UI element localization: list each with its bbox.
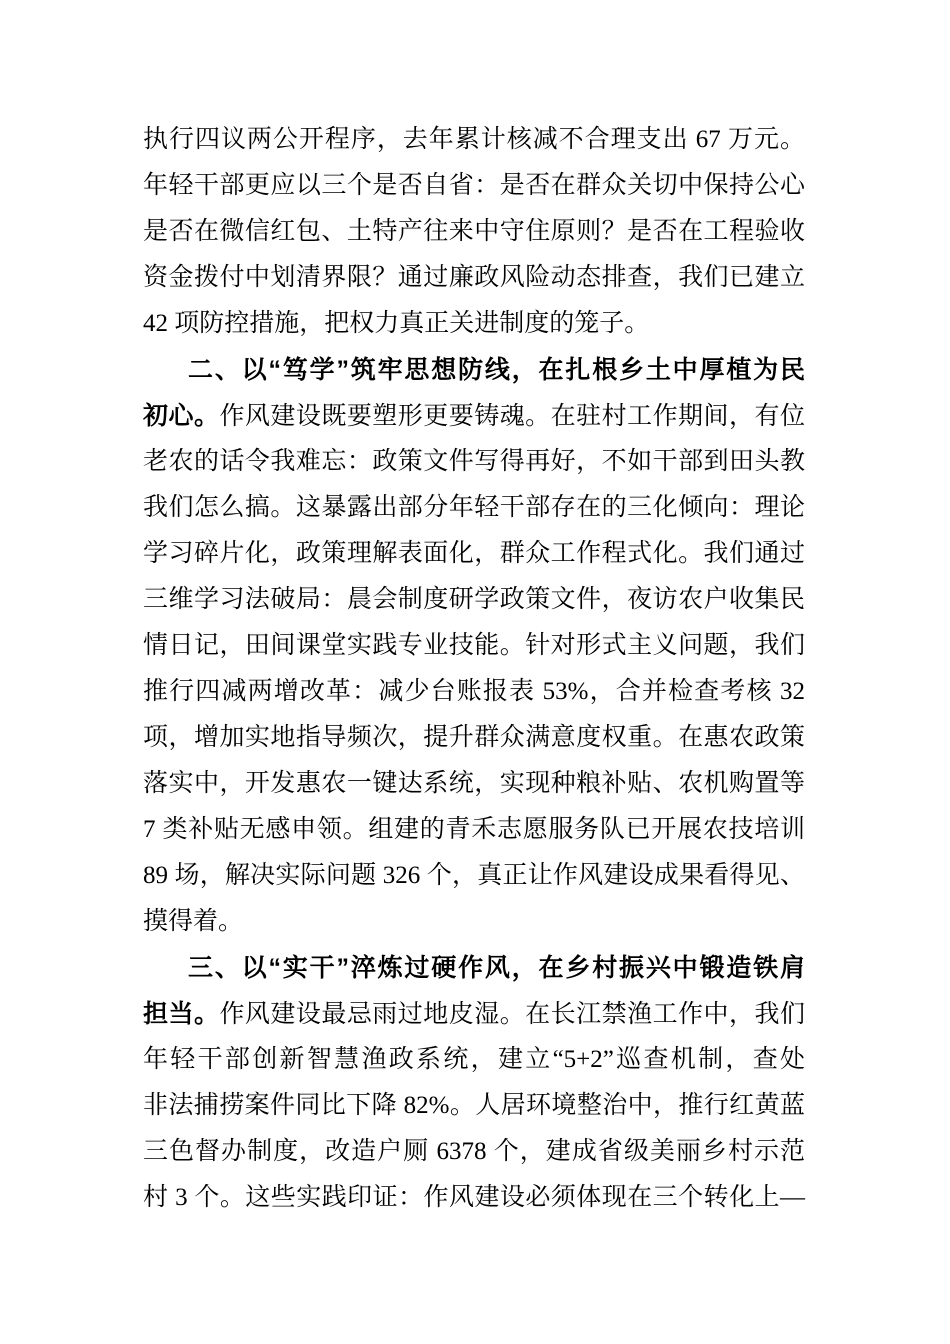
body-text-segment: 三维学习法破局：晨会制度研学政策文件，夜访农户收集民 [143,586,805,613]
body-text-line [143,1175,805,1221]
body-text-segment: 学习碎片化，政策理解表面化，群众工作程式化。我们通过 [143,540,805,567]
body-text-line [143,669,805,715]
body-text-segment: 落实中，开发惠农一键达系统，实现种粮补贴、农机购置等 [143,770,805,797]
section-heading-line [143,945,805,991]
body-text-segment: 我们怎么搞。这暴露出部分年轻干部存在的三化倾向：理论 [143,494,805,521]
body-text-line [143,853,805,899]
heading-text-segment: 担当。 [143,1000,220,1028]
body-text-segment: 老农的话令我难忘：政策文件写得再好，不如干部到田头教 [143,448,805,475]
heading-text-segment: 三、以“实干”淬炼过硬作风，在乡村振兴中锻造铁肩 [188,954,805,982]
body-text-line [143,807,805,853]
body-text-segment: 三色督办制度，改造户厕 6378 个，建成省级美丽乡村示范 [143,1138,805,1165]
body-text-segment: 42 项防控措施，把权力真正关进制度的笼子。 [143,310,650,337]
body-text-segment: 年轻干部更应以三个是否自省：是否在群众关切中保持公心 [143,172,805,199]
body-text-segment: 资金拨付中划清界限？通过廉政风险动态排查，我们已建立 [143,264,805,291]
body-text-line [143,715,805,761]
body-text-segment: 摸得着。 [143,908,244,935]
body-text-line [143,209,805,255]
body-text-line [143,531,805,577]
body-text-line [143,623,805,669]
body-text-segment: 执行四议两公开程序，去年累计核减不合理支出 67 万元。 [143,126,805,153]
section-heading-line [143,991,805,1037]
body-text-segment: 非法捕捞案件同比下降 82%。人居环境整治中，推行红黄蓝 [143,1092,805,1119]
body-text-segment: 89 场，解决实际问题 326 个，真正让作风建设成果看得见、 [143,862,805,889]
body-text-segment: 7 类补贴无感申领。组建的青禾志愿服务队已开展农技培训 [143,816,805,843]
heading-text-segment: 二、以“笃学”筑牢思想防线，在扎根乡土中厚植为民 [188,356,805,384]
body-text-segment: 作风建设既要塑形更要铸魂。在驻村工作期间，有位 [219,403,805,430]
body-text-line [143,899,805,945]
body-text-line [143,1037,805,1083]
body-text-segment: 年轻干部创新智慧渔政系统，建立“5+2”巡查机制，查处 [143,1046,805,1073]
body-text-segment: 推行四减两增改革：减少台账报表 53%，合并检查考核 32 [143,678,805,705]
body-text-line [143,163,805,209]
section-heading-line [143,393,805,439]
body-text-segment: 作风建设最忌雨过地皮湿。在长江禁渔工作中，我们 [219,1001,805,1028]
body-text-line [143,1129,805,1175]
body-text-line [143,255,805,301]
body-text-segment: 情日记，田间课堂实践专业技能。针对形式主义问题，我们 [143,632,805,659]
section-heading-line [143,347,805,393]
body-text-line [143,439,805,485]
heading-text-segment: 初心。 [143,402,220,430]
body-text-segment: 项，增加实地指导频次，提升群众满意度权重。在惠农政策 [143,724,805,751]
body-text-line [143,117,805,163]
body-text-line [143,301,805,347]
body-text-segment: 是否在微信红包、土特产往来中守住原则？是否在工程验收 [143,218,805,245]
body-text-segment: 村 3 个。这些实践印证：作风建设必须体现在三个转化上— [143,1184,805,1211]
body-text-line [143,577,805,623]
body-text-line [143,485,805,531]
body-text-line [143,1083,805,1129]
body-text-line [143,761,805,807]
document-text-block [143,117,805,1221]
